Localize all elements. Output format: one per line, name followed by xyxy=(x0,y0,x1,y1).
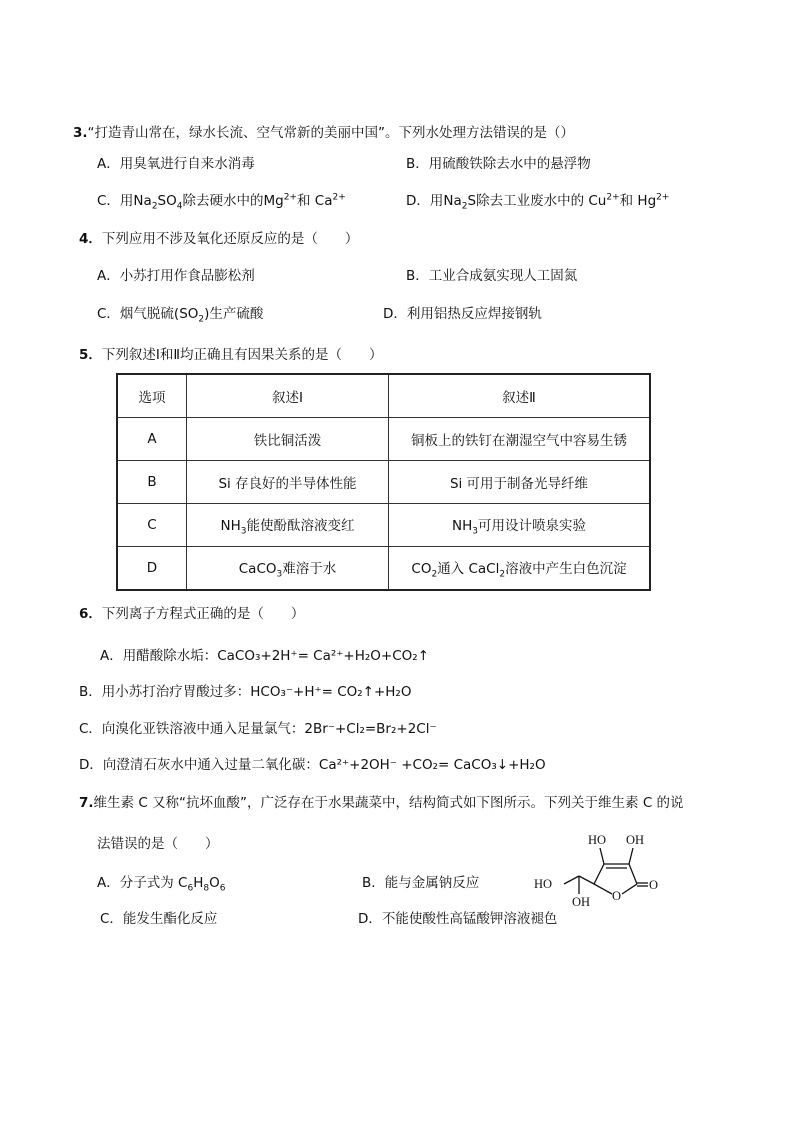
q5-stem-text: 下列叙述Ⅰ和Ⅱ均正确且有因果关系的是（ ） xyxy=(101,347,383,363)
q3-stem-text: “打造青山常在，绿水长流、空气常新的美丽中国”。下列水处理方法错误的是（） xyxy=(87,125,575,141)
row-option: D xyxy=(117,547,187,591)
q3-option-a: A．用臭氧进行自来水消毒 xyxy=(97,156,255,172)
q4-number: 4． xyxy=(79,231,102,247)
header-option: 选项 xyxy=(117,374,187,418)
table-row xyxy=(117,461,650,504)
q7-a-text: A．分子式为 C xyxy=(97,875,188,891)
q4-stem-text: 下列应用不涉及氧化还原反应的是（ ） xyxy=(101,231,359,247)
q7-a-sub3: 6 xyxy=(219,883,226,894)
mol-label-oh-chain: OH xyxy=(572,895,591,909)
row-statement-1 xyxy=(187,547,389,591)
q7-option-b: B．能与金属钠反应 xyxy=(362,875,480,891)
q7-stem-text: 维生素 C 又称“抗坏血酸”，广泛存在于水果蔬菜中，结构简式如下图所示。下列关于维生素 C 的说 xyxy=(93,795,684,811)
row-statement-2 xyxy=(389,547,651,591)
q4-option-c xyxy=(97,302,263,325)
table-row xyxy=(117,418,650,461)
mol-label-ho-chain: HO xyxy=(534,877,553,891)
table-row xyxy=(117,547,650,591)
q7-a-sub1: 6 xyxy=(187,883,194,894)
q3-c-sup: 2+ xyxy=(283,192,297,203)
q7-a-text2: H xyxy=(193,875,204,891)
row-statement-1: Si 存良好的半导体性能 xyxy=(187,461,389,504)
q3-c-sup2: 2+ xyxy=(332,192,346,203)
q7-stem-line1 xyxy=(79,791,684,811)
q7-option-c: C．能发生酯化反应 xyxy=(100,911,218,927)
q7-option-a xyxy=(97,871,225,894)
cell-text: 通入 CaCl xyxy=(437,560,500,577)
cell-text: CaCO xyxy=(238,560,277,577)
q5-stem xyxy=(79,343,383,363)
q3-c-text4: 和 Ca xyxy=(296,193,333,209)
q4-c-text: C．烟气脱硫(SO xyxy=(97,306,199,322)
cell-text: NH xyxy=(220,517,241,534)
q3-option-d xyxy=(406,189,669,212)
cell-text: 难溶于水 xyxy=(282,560,337,577)
q3-c-sub: 2 xyxy=(151,201,158,212)
q3-d-text3: 和 Hg xyxy=(619,193,657,209)
cell-sub: 2 xyxy=(431,569,438,580)
cell-text: CO xyxy=(411,560,432,577)
row-statement-1: 铁比铜活泼 xyxy=(187,418,389,461)
q5-number: 5． xyxy=(79,347,102,363)
q4-option-d: D．利用铝热反应焊接钢轨 xyxy=(383,306,542,322)
q3-option-b: B．用硫酸铁除去水中的悬浮物 xyxy=(406,156,591,172)
q6-number: 6． xyxy=(79,606,102,622)
row-statement-2: Si 可用于制备光导纤维 xyxy=(389,461,651,504)
q3-c-sub2: 4 xyxy=(176,201,183,212)
cell-sub: 3 xyxy=(472,526,478,537)
q6-option-d: D．向澄清石灰水中通入过量二氧化碳：Ca²⁺+2OH⁻ +CO₂= CaCO₃↓+H₂O xyxy=(79,757,546,773)
q7-stem-line2: 法错误的是（ ） xyxy=(97,836,219,852)
table-header-row xyxy=(117,374,650,418)
cell-sub: 2 xyxy=(499,569,506,580)
q6-option-c: C．向溴化亚铁溶液中通入足量氯气：2Br⁻+Cl₂=Br₂+2Cl⁻ xyxy=(79,721,437,737)
mol-label-ho: HO xyxy=(588,833,607,847)
q3-c-text: C．用Na xyxy=(97,193,152,209)
row-option: A xyxy=(117,418,187,461)
q4-c-text2: )生产硫酸 xyxy=(204,306,264,322)
q4-c-sub: 2 xyxy=(198,314,205,325)
q6-option-a: A．用醋酸除水垢：CaCO₃+2H⁺= Ca²⁺+H₂O+CO₂↑ xyxy=(100,648,430,664)
q3-c-text3: 除去硬水中的Mg xyxy=(182,193,284,209)
q3-d-sup2: 2+ xyxy=(656,192,670,203)
q3-number: 3. xyxy=(73,125,88,141)
mol-label-carbonyl-o: O xyxy=(649,878,659,892)
vitamin-c-structure xyxy=(528,824,664,912)
q3-d-sup: 2+ xyxy=(606,192,620,203)
q4-stem xyxy=(79,227,358,247)
q3-stem xyxy=(73,121,574,141)
cell-sub: 3 xyxy=(240,526,247,537)
q3-c-text2: SO xyxy=(157,193,177,209)
cell-text: 能使酚酞溶液变红 xyxy=(246,517,355,534)
mol-label-ring-o: O xyxy=(612,889,622,903)
row-statement-2 xyxy=(389,504,651,547)
q7-option-d: D．不能使酸性高锰酸钾溶液褪色 xyxy=(358,911,558,927)
q3-d-text2: S除去工业废水中的 Cu xyxy=(467,193,607,209)
row-option: C xyxy=(117,504,187,547)
q4-option-a: A．小苏打用作食品膨松剂 xyxy=(97,268,255,284)
q7-a-text3: O xyxy=(209,875,220,891)
q6-option-b: B．用小苏打治疗胃酸过多：HCO₃⁻+H⁺= CO₂↑+H₂O xyxy=(79,684,412,700)
q6-stem-text: 下列离子方程式正确的是（ ） xyxy=(101,606,305,622)
q3-d-sub: 2 xyxy=(461,201,468,212)
q4-option-b: B．工业合成氨实现人工固氮 xyxy=(406,268,578,284)
q5-table xyxy=(116,373,651,591)
q3-option-c xyxy=(97,189,346,212)
cell-text: 溶液中产生白色沉淀 xyxy=(505,560,627,577)
q6-stem xyxy=(79,602,304,622)
row-statement-1 xyxy=(187,504,389,547)
q3-d-text: D．用Na xyxy=(406,193,462,209)
header-statement-2: 叙述Ⅱ xyxy=(389,374,651,418)
row-statement-2: 铜板上的铁钉在潮湿空气中容易生锈 xyxy=(389,418,651,461)
q7-number: 7. xyxy=(79,795,94,811)
mol-label-oh: OH xyxy=(626,833,645,847)
cell-sub: 3 xyxy=(276,569,283,580)
table-row xyxy=(117,504,650,547)
cell-text: NH xyxy=(452,517,473,534)
q7-a-sub2: 8 xyxy=(203,883,210,894)
header-statement-1: 叙述Ⅰ xyxy=(187,374,389,418)
cell-text: 可用设计喷泉实验 xyxy=(477,517,586,534)
row-option: B xyxy=(117,461,187,504)
